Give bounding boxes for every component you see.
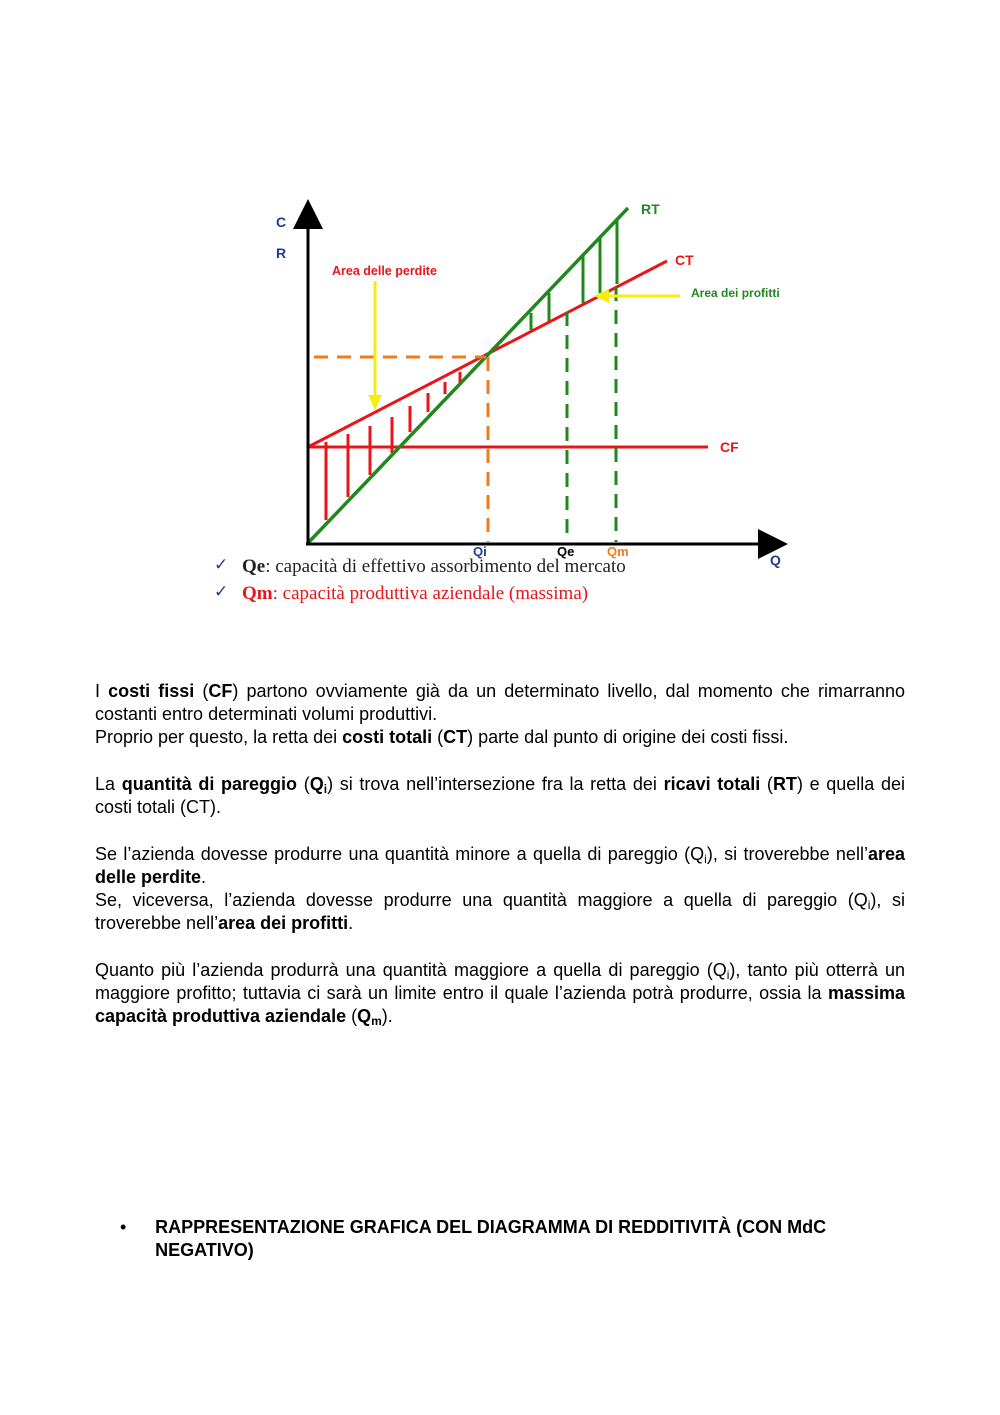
axis-y-label-r: R	[276, 245, 287, 261]
rt-label: RT	[641, 201, 660, 217]
cf-label: CF	[720, 439, 739, 455]
axis-y-label-c: C	[276, 214, 287, 230]
rt-line	[308, 208, 628, 543]
paragraph-3: La quantità di pareggio $(Q_i)$ si trova nell’intersezione fra la retta dei ricavi totali (RT) e quella dei costi totali (CT).	[95, 774, 906, 817]
axis-x-label: Q	[770, 552, 781, 568]
paragraph-2: Proprio per questo, la retta dei costi totali (CT) parte dal punto di origine dei costi fissi.	[95, 727, 789, 747]
section-heading-bullet	[120, 1216, 910, 1262]
paragraph-4: Se l’azienda dovesse produrre una quantità minore a quella di pareggio $(Q_i)$, si troverebbe nell’area delle perdite.	[95, 844, 905, 887]
loss-area-arrowhead	[368, 395, 382, 410]
legend-desc-qm: : capacità produttiva aziendale (massima)	[272, 583, 589, 604]
paragraph-1: I costi fissi (CF) partono ovviamente già da un determinato livello, dal momento che rimarranno costanti entro determinati volumi produttivi.	[95, 681, 906, 724]
qm-label: Qm	[607, 544, 629, 559]
section-heading: RAPPRESENTAZIONE GRAFICA DEL DIAGRAMMA DI REDDITIVITÀ (CON MdC NEGATIVO)	[155, 1217, 827, 1260]
legend-item-qm	[242, 583, 588, 604]
legend-term-qe: Qe	[242, 556, 266, 577]
bullet-point: •	[120, 1217, 127, 1237]
area-losses-label: Area delle perdite	[332, 264, 437, 278]
paragraph-5: Se, viceversa, l’azienda dovesse produrre una quantità maggiore a quella di pareggio $(Q_i)$, si troverebbe nell’area dei profitti.	[95, 890, 905, 933]
paragraph-areas	[95, 843, 905, 935]
paragraph-fixed-costs	[95, 680, 905, 749]
legend-check-qm: ✓	[214, 582, 229, 601]
paragraph-max-capacity	[95, 959, 905, 1028]
ct-label: CT	[675, 252, 694, 268]
qi-label: Qi	[473, 544, 487, 559]
qe-label: Qe	[557, 544, 575, 559]
break-even-diagram	[0, 0, 1000, 640]
legend-desc-qe: : capacità di effettivo assorbimento del mercato	[265, 556, 626, 577]
paragraph-break-even	[95, 773, 905, 819]
legend-item-qe	[242, 556, 626, 577]
area-profits-label: Area dei profitti	[691, 286, 780, 300]
legend-term-qm: Qm	[242, 583, 273, 604]
paragraph-6: Quanto più l’azienda produrrà una quantità maggiore a quella di pareggio $(Q_i)$, tanto più otterrà un maggiore profitto; tuttavia ci sarà un limite entro il quale l’azienda potrà produrre, ossia la massima capacità produttiva aziendale $(Q_m)$.	[95, 960, 905, 1028]
legend-check-qe: ✓	[214, 555, 229, 574]
legend	[214, 555, 626, 604]
